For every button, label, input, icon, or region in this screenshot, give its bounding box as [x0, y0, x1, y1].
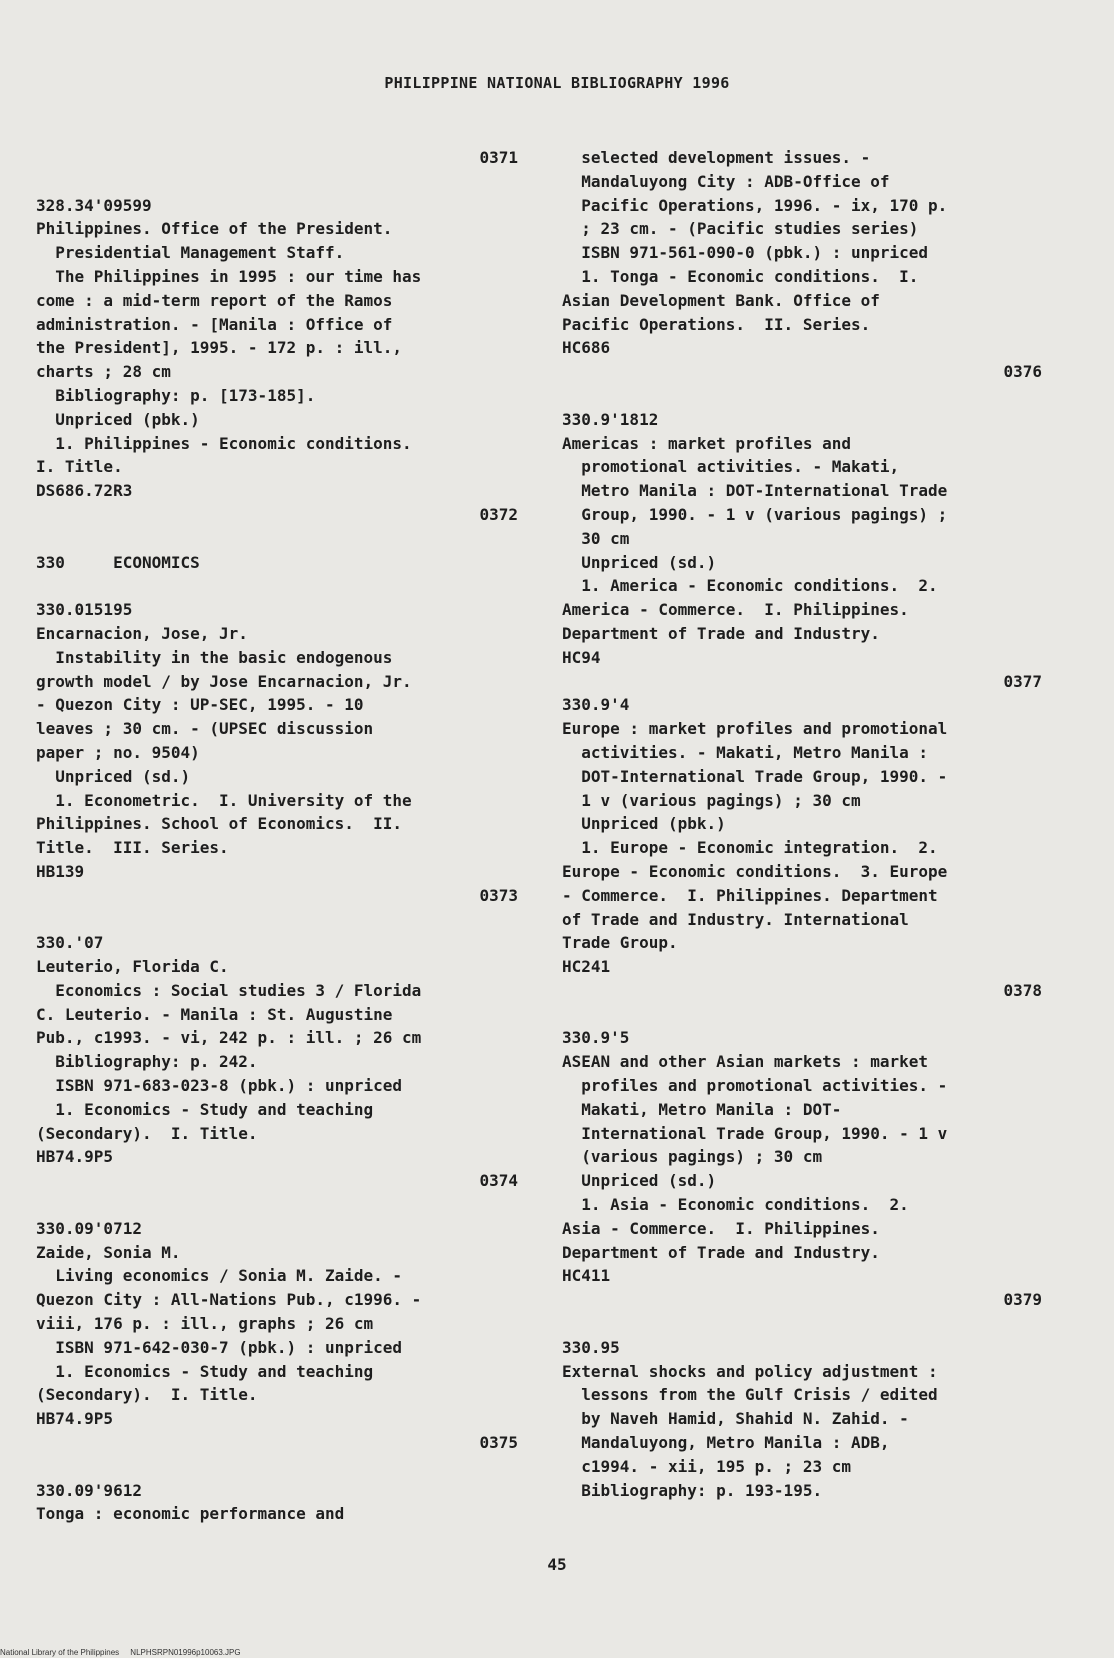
entry-line: growth model / by Jose Encarnacion, Jr. [36, 671, 412, 691]
entry-line: Europe - Economic conditions. 3. Europe [562, 861, 948, 881]
page-number: 45 [547, 1555, 567, 1574]
entry-line: DS686.72R3 [36, 481, 133, 501]
entry-line: - Quezon City : UP-SEC, 1995. - 10 [36, 695, 364, 715]
entry-line: come : a mid-term report of the Ramos [36, 290, 393, 310]
spacer [36, 574, 518, 598]
spacer [36, 1455, 518, 1479]
entry-line: C. Leuterio. - Manila : St. Augustine [36, 1004, 393, 1024]
entry-line: 1. Asia - Economic conditions. 2. [562, 1195, 909, 1215]
entry-line: Mandaluyong City : ADB-Office of [562, 171, 890, 191]
right-column [562, 146, 1062, 1502]
entry-line: HB139 [36, 861, 85, 881]
entry-line: the President], 1995. - 172 p. : ill., [36, 338, 403, 358]
entry-line: Americas : market profiles and [562, 433, 851, 453]
entry-line: (Secondary). I. Title. [36, 1123, 258, 1143]
entry-line: Unpriced (sd.) [562, 1171, 717, 1191]
entry-number: 0376 [1003, 362, 1042, 382]
entry-line: charts ; 28 cm [36, 362, 171, 382]
entry-line: Philippines. Office of the President. [36, 219, 393, 239]
entry-line: 330.9'4 [562, 695, 630, 715]
entry-line: Leuterio, Florida C. [36, 957, 229, 977]
entry-line: 1. Philippines - Economic conditions. [36, 433, 412, 453]
entry-line: 1. Economics - Study and teaching [36, 1361, 374, 1381]
entry-line: 330.9'5 [562, 1028, 630, 1048]
entry-line: Presidential Management Staff. [36, 243, 345, 263]
scan-footer: National Library of the Philippines NLPHSRPN01996p10063.JPG [0, 1648, 241, 1657]
entry-line: by Naveh Hamid, Shahid N. Zahid. - [562, 1409, 909, 1429]
entry-line: 1. America - Economic conditions. 2. [562, 576, 938, 596]
entry-line: administration. - [Manila : Office of [36, 314, 393, 334]
entry-line: 1 v (various pagings) ; 30 cm [562, 790, 861, 810]
entry-line: Unpriced (pbk.) [562, 814, 726, 834]
entry-number: 0375 [479, 1433, 518, 1453]
entry-line: Pub., c1993. - vi, 242 p. : ill. ; 26 cm [36, 1028, 422, 1048]
entry-line: ISBN 971-642-030-7 (pbk.) : unpriced [36, 1337, 403, 1357]
entry-line: Metro Manila : DOT-International Trade [562, 481, 948, 501]
entry-line: Mandaluyong, Metro Manila : ADB, [562, 1433, 890, 1453]
entry-line: HC686 [562, 338, 611, 358]
entry-number: 0374 [479, 1171, 518, 1191]
entry-line: (Secondary). I. Title. [36, 1385, 258, 1405]
entry-line: 1. Econometric. I. University of the [36, 790, 412, 810]
entry-line: paper ; no. 9504) [36, 742, 200, 762]
spacer [36, 527, 518, 551]
entry-line: 1. Tonga - Economic conditions. I. [562, 266, 919, 286]
entry-line: Bibliography: p. 193-195. [562, 1480, 823, 1500]
entry-line: Bibliography: p. [173-185]. [36, 385, 316, 405]
entry-number: 0371 [479, 148, 518, 167]
entry-line: HC241 [562, 957, 611, 977]
entry-line: 1. Economics - Study and teaching [36, 1099, 374, 1119]
entry-line: Quezon City : All-Nations Pub., c1996. - [36, 1290, 422, 1310]
spacer [562, 1003, 1062, 1027]
entry-line: Encarnacion, Jose, Jr. [36, 623, 248, 643]
entry-number: 0378 [1003, 980, 1042, 1000]
entry-number: 0379 [1003, 1290, 1042, 1310]
entry-number: 0373 [479, 885, 518, 905]
entry-line: 330.09'0712 [36, 1218, 142, 1238]
entry-line: selected development issues. - [562, 148, 871, 167]
spacer [36, 170, 518, 194]
page-header: PHILIPPINE NATIONAL BIBLIOGRAPHY 1996 [384, 74, 730, 92]
entry-line: Makati, Metro Manila : DOT- [562, 1099, 842, 1119]
entry-line: Unpriced (sd.) [36, 766, 191, 786]
entry-line: 330.9'1812 [562, 409, 659, 429]
entry-line: 330.015195 [36, 600, 133, 620]
entry-line: 330 ECONOMICS [36, 552, 200, 572]
entry-line: External shocks and policy adjustment : [562, 1361, 938, 1381]
entry-line: Living economics / Sonia M. Zaide. - [36, 1266, 403, 1286]
entry-line: 330.09'9612 [36, 1480, 142, 1500]
entry-line: America - Commerce. I. Philippines. [562, 600, 909, 620]
entry-line: Trade Group. [562, 933, 678, 953]
entry-line: HC94 [562, 647, 601, 667]
entry-line: The Philippines in 1995 : our time has [36, 266, 422, 286]
entry-number: 0372 [479, 504, 518, 524]
entry-number: 0377 [1003, 671, 1042, 691]
entry-line: Unpriced (sd.) [562, 552, 717, 572]
entry-line: lessons from the Gulf Crisis / edited [562, 1385, 938, 1405]
entry-line: Department of Trade and Industry. [562, 1242, 880, 1262]
entry-line: Bibliography: p. 242. [36, 1052, 258, 1072]
entry-line: ISBN 971-561-090-0 (pbk.) : unpriced [562, 243, 929, 263]
entry-line: Unpriced (pbk.) [36, 409, 200, 429]
entry-line: profiles and promotional activities. - [562, 1076, 948, 1096]
entry-line: promotional activities. - Makati, [562, 457, 900, 477]
entry-line: Philippines. School of Economics. II. [36, 814, 403, 834]
entry-line: Zaide, Sonia M. [36, 1242, 181, 1262]
entry-line: of Trade and Industry. International [562, 909, 909, 929]
entry-line: Group, 1990. - 1 v (various pagings) ; [562, 504, 948, 524]
entry-line: Economics : Social studies 3 / Florida [36, 980, 422, 1000]
entry-line: 328.34'09599 [36, 195, 152, 215]
entry-line: HB74.9P5 [36, 1409, 114, 1429]
left-column [36, 146, 518, 1526]
entry-line: - Commerce. I. Philippines. Department [562, 885, 938, 905]
entry-line: International Trade Group, 1990. - 1 v [562, 1123, 948, 1143]
entry-line: 1. Europe - Economic integration. 2. [562, 838, 938, 858]
entry-line: Instability in the basic endogenous [36, 647, 393, 667]
entry-line: activities. - Makati, Metro Manila : [562, 742, 929, 762]
entry-line: I. Title. [36, 457, 123, 477]
entry-line: c1994. - xii, 195 p. ; 23 cm [562, 1456, 851, 1476]
entry-line: leaves ; 30 cm. - (UPSEC discussion [36, 719, 374, 739]
entry-line: DOT-International Trade Group, 1990. - [562, 766, 948, 786]
spacer [562, 1312, 1062, 1336]
entry-line: Department of Trade and Industry. [562, 623, 880, 643]
entry-line: ; 23 cm. - (Pacific studies series) [562, 219, 919, 239]
entry-line: viii, 176 p. : ill., graphs ; 26 cm [36, 1314, 374, 1334]
entry-line: ASEAN and other Asian markets : market [562, 1052, 929, 1072]
entry-line: Europe : market profiles and promotional [562, 719, 948, 739]
spacer [36, 908, 518, 932]
entry-line: Title. III. Series. [36, 838, 229, 858]
entry-line: (various pagings) ; 30 cm [562, 1147, 823, 1167]
entry-line: Asian Development Bank. Office of [562, 290, 880, 310]
entry-line: 30 cm [562, 528, 630, 548]
entry-line: Pacific Operations. II. Series. [562, 314, 871, 334]
entry-line: HB74.9P5 [36, 1147, 114, 1167]
spacer [562, 384, 1062, 408]
entry-line: 330.95 [562, 1337, 620, 1357]
entry-line: Pacific Operations, 1996. - ix, 170 p. [562, 195, 948, 215]
entry-line: HC411 [562, 1266, 611, 1286]
spacer [36, 1193, 518, 1217]
entry-line: 330.'07 [36, 933, 104, 953]
entry-line: Asia - Commerce. I. Philippines. [562, 1218, 880, 1238]
entry-line: ISBN 971-683-023-8 (pbk.) : unpriced [36, 1076, 403, 1096]
entry-line: Tonga : economic performance and [36, 1504, 345, 1524]
